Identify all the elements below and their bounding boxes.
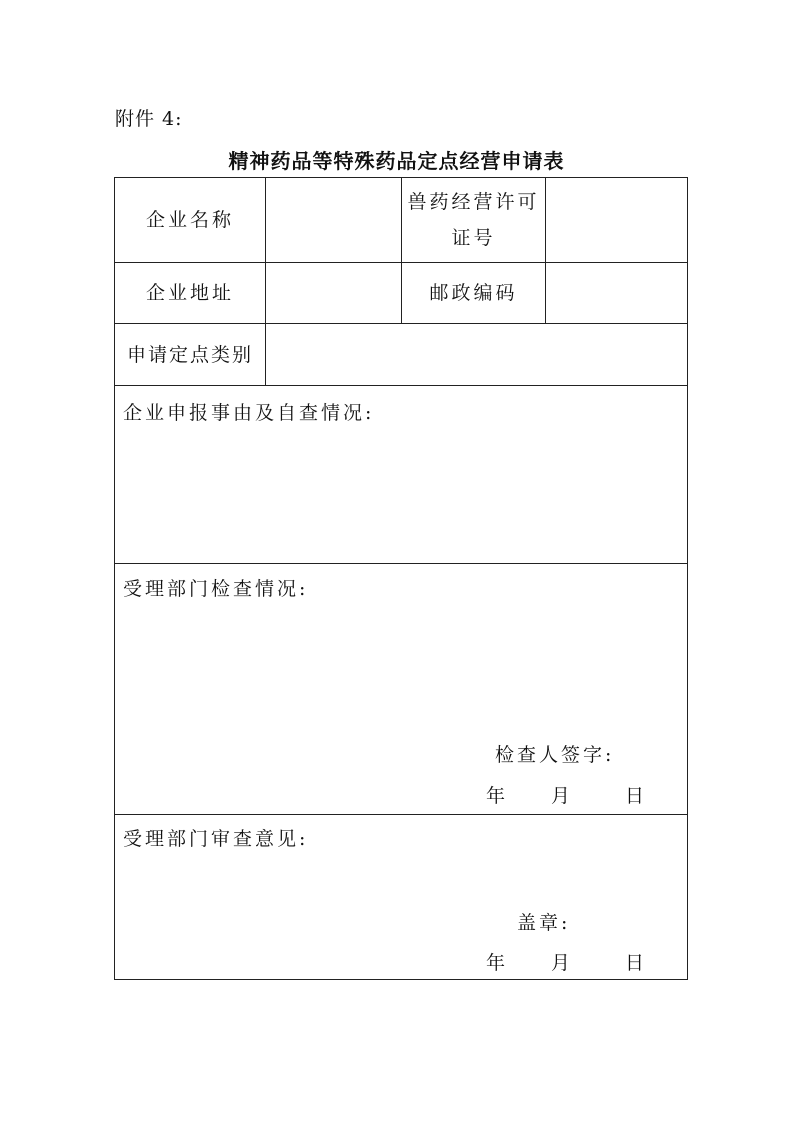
postal-code-label: 邮政编码	[429, 282, 518, 304]
dept-inspection-label: 受理部门检查情况:	[123, 578, 309, 600]
company-name-label: 企业名称	[145, 209, 234, 231]
self-inspection-label: 企业申报事由及自查情况:	[123, 402, 375, 424]
form-title: 精神药品等特殊药品定点经营申请表	[228, 149, 565, 173]
inspection-date-year: 年	[486, 785, 506, 807]
attachment-label: 附件 4:	[115, 108, 183, 130]
company-name-field[interactable]	[266, 178, 401, 262]
seal-label: 盖章:	[517, 912, 571, 934]
review-date-day: 日	[625, 952, 645, 974]
postal-code-field[interactable]	[546, 263, 688, 323]
company-address-label: 企业地址	[145, 282, 234, 304]
review-date-year: 年	[486, 952, 506, 974]
vet-license-label	[402, 178, 545, 262]
review-date-month: 月	[551, 952, 571, 974]
inspection-date-month: 月	[551, 785, 571, 807]
vet-license-label-line2: 证号	[451, 227, 496, 249]
row-divider	[115, 563, 687, 564]
dept-review-label: 受理部门审查意见:	[123, 828, 309, 850]
inspection-date-day: 日	[625, 785, 645, 807]
row-divider	[115, 385, 687, 386]
designation-category-label: 申请定点类别	[126, 343, 253, 366]
inspector-signature-label: 检查人签字:	[495, 744, 615, 766]
application-form-table	[114, 177, 688, 980]
vet-license-label-line1: 兽药经营许可	[407, 191, 540, 213]
row-divider	[115, 814, 687, 815]
company-address-field[interactable]	[266, 263, 401, 323]
vet-license-field[interactable]	[546, 178, 688, 262]
designation-category-field[interactable]	[266, 324, 688, 385]
